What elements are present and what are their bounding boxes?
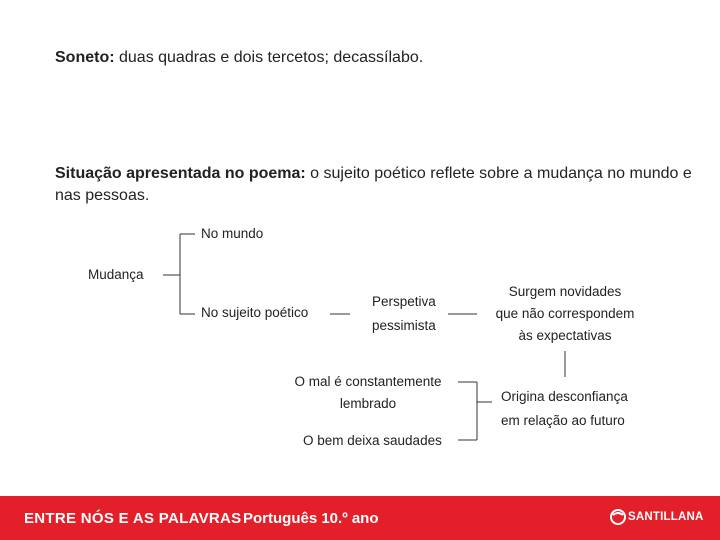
footer-course: Português 10.º ano: [243, 510, 379, 527]
situation-text: o sujeito poético reflete sobre a mudança no mundo e nas pessoas.: [55, 165, 692, 204]
node-origina-line1: Origina desconfiança: [501, 389, 628, 404]
sonnet-label: Soneto:: [55, 49, 115, 66]
node-surgem-line2: que não correspondem: [495, 306, 635, 321]
node-mal-line1: O mal é constantemente: [294, 374, 442, 389]
node-perspetiva-line2: pessimista: [372, 318, 436, 333]
footer-bar: [0, 496, 720, 540]
situation-label: Situação apresentada no poema:: [55, 165, 306, 182]
node-mudanca: Mudança: [88, 267, 144, 282]
node-perspetiva-line1: Perspetiva: [372, 294, 436, 309]
footer-brand: SANTILLANA: [628, 511, 704, 523]
node-surgem-line1: Surgem novidades: [508, 284, 622, 299]
node-no-mundo: No mundo: [201, 226, 264, 241]
node-no-sujeito: No sujeito poético: [201, 305, 309, 320]
santillana-logo-icon: [610, 506, 626, 528]
node-mal-line2: lembrado: [339, 396, 397, 411]
sonnet-text: duas quadras e dois tercetos; decassílabo.: [114, 49, 424, 66]
footer-series-title: ENTRE NÓS E AS PALAVRAS: [24, 510, 242, 527]
node-bem: O bem deixa saudades: [303, 433, 442, 448]
node-origina-line2: em relação ao futuro: [501, 413, 625, 428]
node-surgem-line3: às expectativas: [518, 328, 612, 343]
